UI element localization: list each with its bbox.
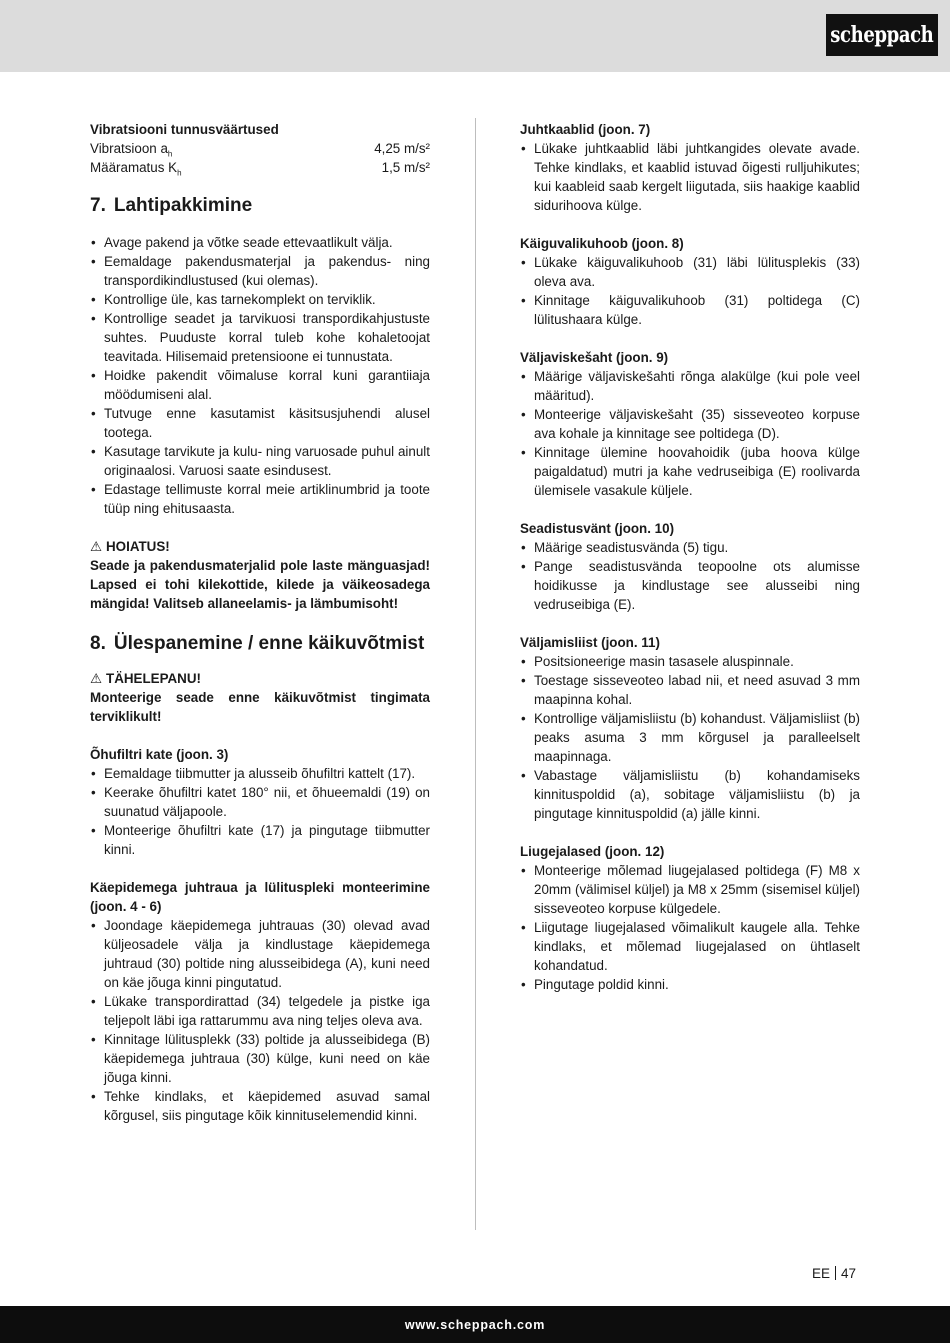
uncertainty-row-value: 1,5 m/s² (381, 160, 430, 175)
list-item: • Avage pakend ja võtke seade ettevaatlikult välja. (90, 233, 430, 252)
page-number (812, 1266, 856, 1281)
list-item: • Määrige väljaviskešahti rõnga alakülge (kui pole veel määritud). (520, 367, 860, 405)
website-link[interactable]: www.scheppach.com (404, 1317, 546, 1332)
list-item: • Eemaldage tiibmutter ja alusseib õhufiltri kattelt (17). (90, 764, 430, 783)
page-number-value: 47 (841, 1266, 857, 1281)
list-item: • Kinnitage ülemine hoovahoidik (juba hoova külge paigaldatud) mutri ja kahe vedruseibiga (E) roolivarda ülemisele vasakule küljele. (520, 443, 860, 500)
warning-triangle-icon: ⚠ (90, 539, 103, 554)
list-item: • Kinnitage käiguvalikuhoob (31) poltidega (C) lülitushaara külge. (520, 291, 860, 329)
handle-list (90, 916, 430, 1125)
cable-title: Juhtkaablid (joon. 7) (520, 122, 651, 137)
list-item: • Tehke kindlaks, et käepidemed asuvad samal kõrgusel, siis pingutage kõik kinnituselemendid kinni. (90, 1087, 430, 1125)
air-filter-title: Õhufiltri kate (joon. 3) (90, 747, 229, 762)
list-item: • Monteerige mõlemad liugejalased poltidega (F) M8 x 20mm (välimisel küljel) ja M8 x 25mm (sisemisel küljel) sisseveoteo korpuse külgedele. (520, 861, 860, 918)
section-8-heading: 8. Ülespanemine / enne käikuvõtmist (90, 633, 425, 654)
language-code: EE (812, 1266, 831, 1281)
attention-heading: ⚠ TÄHELEPANU! (90, 671, 201, 686)
list-item: • Tutvuge enne kasutamist käsitsusjuhendi alusel tootega. (90, 404, 430, 442)
list-item: • Kinnitage lülitusplekk (33) poltide ja alusseibidega (B) käepidemega juhtraua (30) külge, kuni need on käe jõuga kinni. (90, 1030, 430, 1087)
header-band (0, 0, 950, 72)
handle-title: Käepidemega juhtraua ja lülituspleki monteerimine (joon. 4 - 6) (90, 880, 430, 914)
vibration-row (90, 139, 430, 158)
list-item: • Pange seadistusvända teopoolne ots alumisse hoidikusse ja kindlustage see alusseibi ning vedruseibiga (E). (520, 557, 860, 614)
vibration-row-label: Vibratsioon $a_h$ (90, 141, 173, 159)
list-item: • Määrige seadistusvända (5) tigu. (520, 538, 860, 557)
gear-lever-title: Käiguvalikuhoob (joon. 8) (520, 236, 684, 251)
scraper-bar-title: Väljamisliist (joon. 11) (520, 635, 660, 650)
vibration-row-value: 4,25 m/s² (374, 141, 430, 156)
list-item: • Kasutage tarvikute ja kulu- ning varuosade puhul ainult originaalosi. Varuosi saate esindusest. (90, 442, 430, 480)
gear-lever-list (520, 253, 860, 329)
vibration-title: Vibratsiooni tunnusväärtused (90, 122, 279, 137)
brand-logo: scheppach (826, 14, 938, 56)
list-item: • Kontrollige väljamisliistu (b) kohandust. Väljamisliist (b) peaks asuma 3 mm kõrgusel ja paralleelselt maapinnaga. (520, 709, 860, 766)
chute-title: Väljaviskešaht (joon. 9) (520, 350, 669, 365)
list-item: • Edastage tellimuste korral meie artiklinumbrid ja toote tüüp ning ehitusaasta. (90, 480, 430, 518)
warning-text: Seade ja pakendusmaterjalid pole laste mänguasjad! Lapsed ei tohi kilekottide, kilede ja väikeosadega mängida! Valitseb allaneelamis- ja lämbumisoht! (90, 558, 430, 611)
column-divider (475, 118, 476, 1230)
list-item: • Kontrollige üle, kas tarnekomplekt on terviklik. (90, 290, 430, 309)
scraper-bar-list (520, 652, 860, 823)
section-7-heading: 7. Lahtipakkimine (90, 195, 253, 216)
list-item: • Positsioneerige masin tasasele aluspinnale. (520, 652, 860, 671)
uncertainty-row-label: Määramatus $K_h$ (90, 160, 182, 178)
adjust-crank-title: Seadistusvänt (joon. 10) (520, 521, 675, 536)
list-item: • Monteerige väljaviskešaht (35) sisseveoteo korpuse ava kohale ja kinnitage see poltidega (D). (520, 405, 860, 443)
footer-band (0, 1306, 950, 1343)
cable-list (520, 139, 860, 215)
uncertainty-row (90, 158, 430, 177)
list-item: • Lükake transpordirattad (34) telgedele ja pistke iga teljepolt läbi iga rattarummu ava ning teljes oleva ava. (90, 992, 430, 1030)
warning-triangle-icon: ⚠ (90, 671, 103, 686)
list-item: • Lükake juhtkaablid läbi juhtkangides olevate avade. Tehke kindlaks, et kaablid istuvad õigesti rulljuhikutes; kui kaableid saab kergelt liigutada, siis haakige kaablid sidurihoova külge. (520, 139, 860, 215)
list-item: • Eemaldage pakendusmaterjal ja pakendus- ning transpordikindlustused (kui olemas). (90, 252, 430, 290)
list-item: • Kontrollige seadet ja tarvikuosi transpordikahjustuste suhtes. Puuduste korral tuleb kohe kohaletoojat teavitada. Hilisemaid pretensioone ei tunnustata. (90, 309, 430, 366)
list-item: • Toestage sisseveoteo labad nii, et need asuvad 3 mm maapinna kohal. (520, 671, 860, 709)
list-item: • Keerake õhufiltri katet 180° nii, et õhueemaldi (19) on suunatud väljapoole. (90, 783, 430, 821)
list-item: • Lükake käiguvalikuhoob (31) läbi lülitusplekis (33) oleva ava. (520, 253, 860, 291)
page-number-separator (835, 1266, 836, 1280)
chute-list (520, 367, 860, 500)
list-item: • Liigutage liugejalased võimalikult kaugele alla. Tehke kindlaks, et mõlemad liugejalased on ühtlaselt kohandatud. (520, 918, 860, 975)
unpacking-list (90, 233, 430, 518)
right-column (520, 120, 860, 994)
left-column (90, 120, 430, 1125)
list-item: • Hoidke pakendit võimaluse korral kuni garantiiaja möödumiseni alal. (90, 366, 430, 404)
list-item: • Joondage käepidemega juhtrauas (30) olevad avad küljeosadele välja ja kindlustage käepidemega juhtraud (30) poltide ning alusseibidega (A), kuni need on käe jõuga kinni pingutatud. (90, 916, 430, 992)
attention-text: Monteerige seade enne käikuvõtmist tingimata terviklikult! (90, 690, 430, 724)
list-item: • Monteerige õhufiltri kate (17) ja pingutage tiibmutter kinni. (90, 821, 430, 859)
adjust-crank-list (520, 538, 860, 614)
air-filter-list (90, 764, 430, 859)
warning-heading: ⚠ HOIATUS! (90, 539, 170, 554)
list-item: • Pingutage poldid kinni. (520, 975, 860, 994)
skid-shoes-title: Liugejalased (joon. 12) (520, 844, 665, 859)
skid-shoes-list (520, 861, 860, 994)
list-item: • Vabastage väljamisliistu (b) kohandamiseks kinnituspoldid (a), sobitage väljamisliistu (b) ja pingutage kinnituspoldid (a) jälle kinni. (520, 766, 860, 823)
